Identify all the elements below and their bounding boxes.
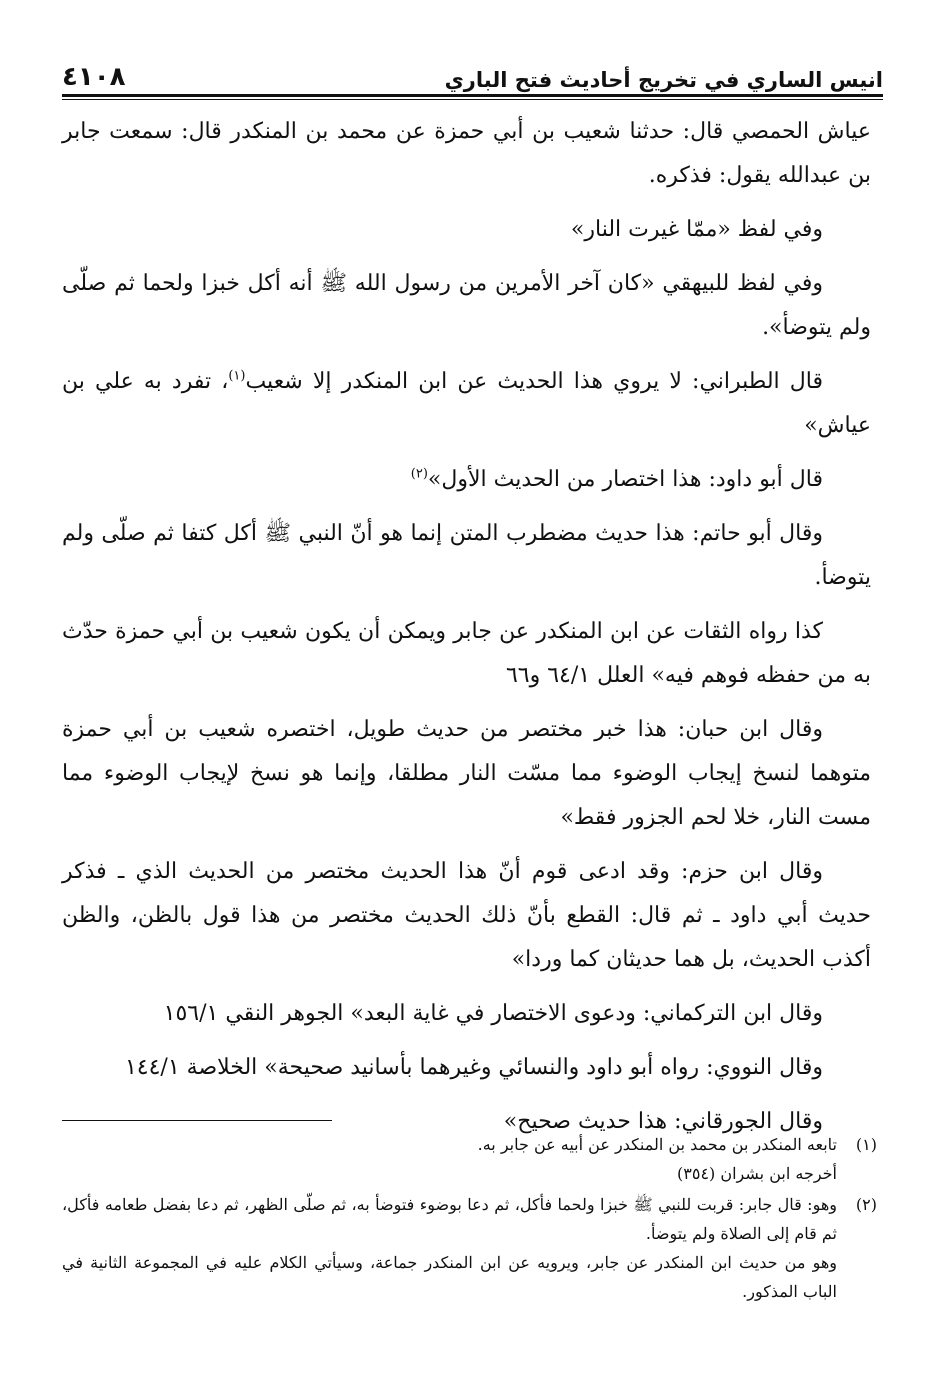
footnote-rule (62, 1120, 332, 1121)
footnote-text (62, 1130, 837, 1188)
paragraph: وقال النووي: رواه أبو داود والنسائي وغيرهما بأسانيد صحيحة» الخلاصة ١٤٤/١ (124, 1055, 823, 1080)
footnote-marker: (١) (228, 368, 246, 384)
paragraph (62, 458, 871, 502)
header-rule (62, 94, 883, 97)
footnote-line: وهو من حديث ابن المنكدر عن جابر، ويرويه عن ابن المنكدر جماعة، وسيأتي الكلام عليه في المجموعة الثانية في الباب المذكور. (62, 1253, 837, 1301)
footnote (62, 1190, 877, 1306)
footnote-line: تابعه المنكدر بن محمد بن المنكدر عن أبيه عن جابر به. (477, 1135, 837, 1154)
paragraph-text: قال الطبراني: لا يروي هذا الحديث عن ابن المنكدر إلا شعيب (245, 369, 823, 394)
paragraph: وقال ابن حبان: هذا خبر مختصر من حديث طويل، اختصره شعيب بن أبي حمزة متوهما لنسخ إيجاب الوضوء مما مسّت النار مطلقا، وإنما هو نسخ لإيجاب الوضوء مما مست النار، خلا لحم الجزور فقط» (62, 717, 871, 830)
main-text (62, 110, 871, 1154)
footnote-number: (١) (855, 1135, 877, 1154)
footnote-number: (٢) (855, 1195, 877, 1214)
paragraph: وفي لفظ «ممّا غيرت النار» (570, 217, 823, 242)
footnote (62, 1130, 877, 1188)
paragraph (62, 360, 871, 448)
running-title: انيس الساري في تخريج أحاديث فتح الباري (444, 68, 883, 92)
paragraph: كذا رواه الثقات عن ابن المنكدر عن جابر ويمكن أن يكون شعيب بن أبي حمزة حدّث به من حفظه فوهم فيه» العلل ٦٤/١ و٦٦ (62, 619, 871, 688)
paragraph: وقال أبو حاتم: هذا حديث مضطرب المتن إنما هو أنّ النبي ﷺ أكل كتفا ثم صلّى ولم يتوضأ. (62, 521, 871, 590)
header-rule-thin (62, 99, 883, 100)
footnote-marker: (٢) (410, 466, 428, 482)
paragraph: وفي لفظ للبيهقي «كان آخر الأمرين من رسول الله ﷺ أنه أكل خبزا ولحما ثم صلّى ولم يتوضأ». (62, 271, 871, 340)
paragraph: وقال الجورقاني: هذا حديث صحيح» (503, 1109, 823, 1134)
paragraph-text: ، تفرد به علي بن عياش» (62, 369, 871, 438)
footnote-line: أخرجه ابن بشران (٣٥٤) (677, 1164, 837, 1183)
paragraph: وقال ابن التركماني: ودعوى الاختصار في غاية البعد» الجوهر النقي ١٥٦/١ (163, 1001, 823, 1026)
paragraph: وقال ابن حزم: وقد ادعى قوم أنّ هذا الحديث مختصر من الحديث الذي ـ فذكر حديث أبي داود ـ ثم قال: القطع بأنّ ذلك الحديث مختصر من هذا قول بالظن، والظن أكذب الحديث، بل هما حديثان كما وردا» (62, 859, 871, 972)
paragraph: عياش الحمصي قال: حدثنا شعيب بن أبي حمزة عن محمد بن المنكدر قال: سمعت جابر بن عبدالله يقول: فذكره. (62, 119, 871, 188)
footnote-text (62, 1190, 837, 1306)
footnotes (62, 1130, 877, 1308)
footnote-line: وهو: قال جابر: قربت للنبي ﷺ خبزا ولحما فأكل، ثم دعا بوضوء فتوضأ به، ثم صلّى الظهر، ثم دعا بفضل طعامه فأكل، ثم قام إلى الصلاة ولم يتوضأ. (62, 1195, 837, 1243)
page-header (62, 52, 883, 92)
page-number: ٤١٠٨ (62, 62, 126, 92)
paragraph-text: قال أبو داود: هذا اختصار من الحديث الأول» (427, 467, 823, 492)
